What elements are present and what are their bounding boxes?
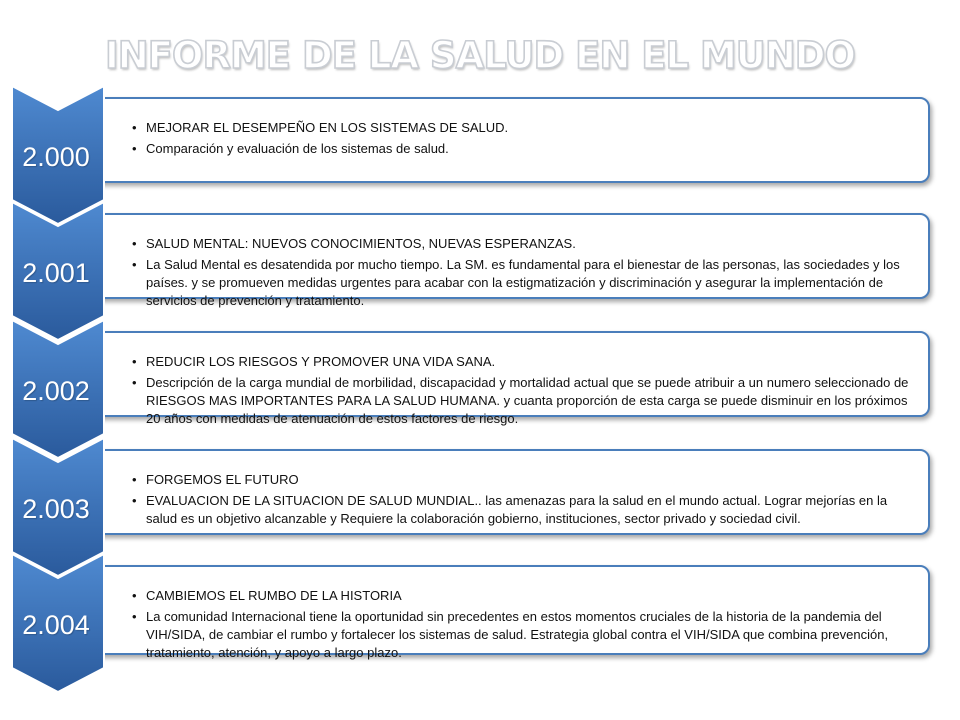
bullet-list bbox=[132, 235, 918, 313]
timeline-card bbox=[78, 97, 930, 183]
bullet-dot-icon: • bbox=[132, 257, 137, 272]
page-title: INFORME DE LA SALUD EN EL MUNDO bbox=[105, 34, 855, 77]
bullet-text: La Salud Mental es desatendida por mucho tiempo. La SM. es fundamental para el bienestar de las personas, las sociedades y los países. y se promueven medidas urgentes para acabar con la estigmatización y discriminación y asegurar la implementación de servicios de prevención y tratamiento. bbox=[146, 257, 900, 308]
bullet-item bbox=[132, 374, 918, 428]
bullet-dot-icon: • bbox=[132, 141, 137, 156]
bullet-dot-icon: • bbox=[132, 609, 137, 624]
bullet-list bbox=[132, 471, 918, 531]
bullet-item bbox=[132, 235, 918, 253]
bullet-item bbox=[132, 492, 918, 528]
timeline-card bbox=[78, 449, 930, 535]
bullet-dot-icon: • bbox=[132, 120, 137, 135]
bullet-list bbox=[132, 353, 918, 431]
bullet-item bbox=[132, 256, 918, 310]
bullet-dot-icon: • bbox=[132, 472, 137, 487]
bullet-text: Comparación y evaluación de los sistemas de salud. bbox=[146, 141, 449, 156]
bullet-list bbox=[132, 587, 918, 665]
bullet-dot-icon: • bbox=[132, 236, 137, 251]
year-label: 2.004 bbox=[22, 610, 90, 640]
year-label: 2.003 bbox=[22, 494, 90, 524]
bullet-text: CAMBIEMOS EL RUMBO DE LA HISTORIA bbox=[146, 588, 402, 603]
bullet-dot-icon: • bbox=[132, 588, 137, 603]
bullet-item bbox=[132, 587, 918, 605]
timeline-card bbox=[78, 331, 930, 426]
year-label: 2.002 bbox=[22, 376, 90, 406]
bullet-dot-icon: • bbox=[132, 493, 137, 508]
bullet-item bbox=[132, 140, 918, 158]
bullet-item bbox=[132, 471, 918, 489]
bullet-text: La comunidad Internacional tiene la oportunidad sin precedentes en estos momentos cruciales de la historia de la pandemia del VIH/SIDA, de cambiar el rumbo y fortalecer los sistemas de salud. Estrategia global contra el VIH/SIDA que combina prevención, tratamiento, atención, y apoyo a largo plazo. bbox=[146, 609, 889, 660]
bullet-item bbox=[132, 608, 918, 662]
year-label: 2.001 bbox=[22, 258, 90, 288]
timeline-row bbox=[0, 548, 960, 698]
bullet-dot-icon: • bbox=[132, 375, 137, 390]
bullet-dot-icon: • bbox=[132, 354, 137, 369]
bullet-text: SALUD MENTAL: NUEVOS CONOCIMIENTOS, NUEVAS ESPERANZAS. bbox=[146, 236, 576, 251]
bullet-text: Descripción de la carga mundial de morbilidad, discapacidad y mortalidad actual que se puede atribuir a un numero seleccionado de RIESGOS MAS IMPORTANTES PARA LA SALUD HUMANA. y cuanta proporción de esta carga se puede disminuir en los próximos 20 años con medidas de atenuación de estos factores de riesgo. bbox=[146, 375, 909, 426]
bullet-text: FORGEMOS EL FUTURO bbox=[146, 472, 299, 487]
timeline-card bbox=[78, 565, 930, 660]
bullet-text: EVALUACION DE LA SITUACION DE SALUD MUNDIAL.. las amenazas para la salud en el mundo actual. Lograr mejorías en la salud es un objetivo alcanzable y Requiere la colaboración gobierno, instituciones, sector privado y sociedad civil. bbox=[146, 493, 888, 526]
bullet-text: REDUCIR LOS RIESGOS Y PROMOVER UNA VIDA SANA. bbox=[146, 354, 496, 369]
timeline-card bbox=[78, 213, 930, 308]
year-label: 2.000 bbox=[22, 142, 90, 172]
bullet-text: MEJORAR EL DESEMPEÑO EN LOS SISTEMAS DE SALUD. bbox=[146, 120, 509, 135]
bullet-item bbox=[132, 353, 918, 371]
bullet-item bbox=[132, 119, 918, 137]
bullet-list bbox=[132, 119, 918, 161]
